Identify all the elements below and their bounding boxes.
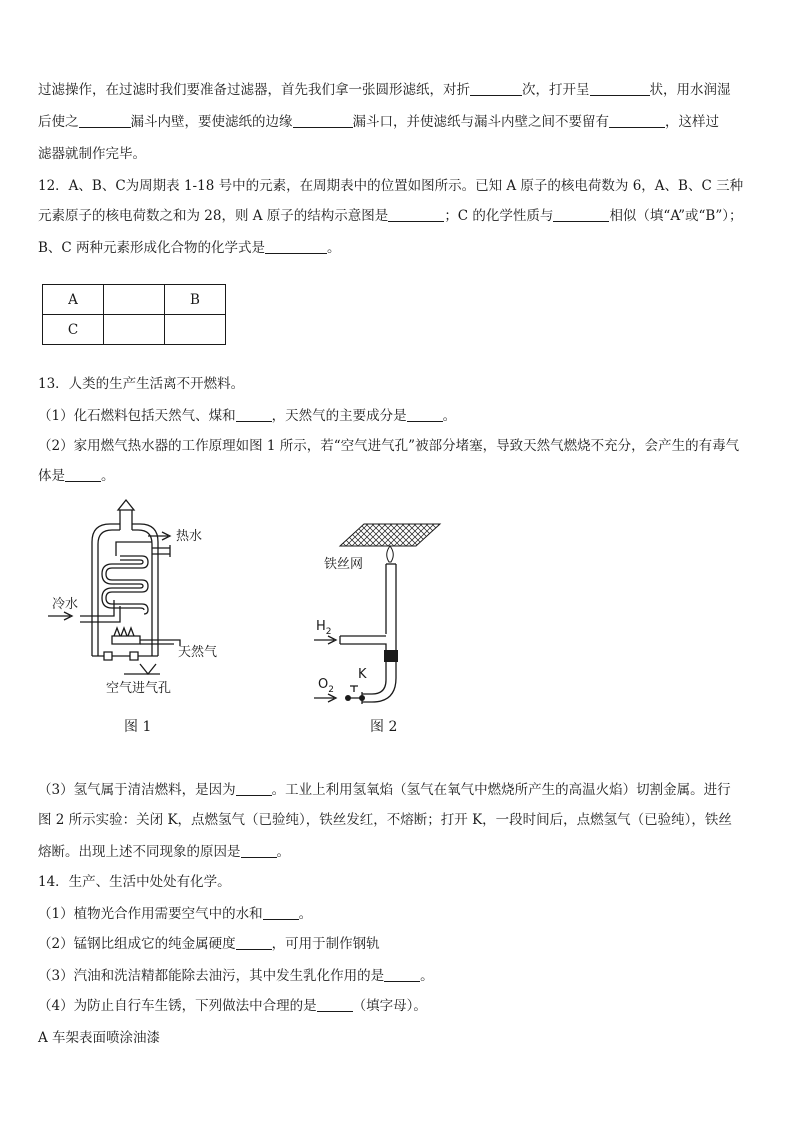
rubber-connector — [384, 650, 398, 662]
answer-blank[interactable] — [241, 843, 277, 858]
q12-line-3: B、C 两种元素形成化合物的化学式是 。 — [38, 240, 341, 256]
figure-1-caption: 图 1 — [124, 719, 152, 735]
answer-blank[interactable] — [263, 905, 299, 920]
answer-blank[interactable] — [65, 467, 101, 482]
answer-blank[interactable] — [407, 407, 443, 422]
label-o2: $O_2$ — [318, 677, 334, 695]
table-cell: C — [43, 315, 104, 345]
label-wire-mesh: 铁丝网 — [324, 557, 364, 572]
q14-option-a: A 车架表面喷涂油漆 — [38, 1030, 161, 1046]
answer-blank[interactable] — [609, 113, 665, 128]
answer-blank[interactable] — [317, 997, 353, 1012]
label-h2: $H_2$ — [316, 619, 332, 637]
q13-part-3-line-1: （3）氢气属于清洁燃料，是因为 。工业上利用氢氧焰（氢气在氧气中燃烧所产生的高温火焰）切割金属。进行 — [38, 782, 731, 798]
q12-line-1: 12．A、B、C为周期表 1-18 号中的元素，在周期表中的位置如图所示。已知 A 原子的核电荷数为 6，A、B、C 三种 — [38, 178, 744, 194]
answer-blank[interactable] — [236, 935, 272, 950]
q14-part-2: （2）锰钢比组成它的纯金属硬度 ，可用于制作钢轨 — [38, 936, 380, 952]
answer-blank[interactable] — [79, 113, 131, 128]
table-cell — [104, 315, 165, 345]
answer-blank[interactable] — [236, 407, 272, 422]
q14-part-3: （3）汽油和洗洁精都能除去油污，其中发生乳化作用的是 。 — [38, 968, 434, 984]
label-natural-gas: 天然气 — [178, 645, 218, 660]
answer-blank[interactable] — [265, 239, 327, 254]
q11-line-3: 滤器就制作完毕。 — [38, 146, 146, 162]
answer-blank[interactable] — [236, 781, 272, 796]
figure-2-caption: 图 2 — [370, 719, 398, 735]
label-valve-k: K — [358, 667, 367, 682]
q13-title: 13．人类的生产生活离不开燃料。 — [38, 376, 245, 392]
answer-blank[interactable] — [553, 207, 609, 222]
q14-part-4: （4）为防止自行车生锈，下列做法中合理的是 （填字母）。 — [38, 998, 427, 1014]
answer-blank[interactable] — [590, 81, 650, 96]
answer-blank[interactable] — [293, 113, 353, 128]
figure-1-water-heater — [40, 496, 240, 701]
flame-icon — [387, 546, 394, 562]
table-cell: B — [165, 285, 226, 315]
q13-part-3-line-3: 熔断。出现上述不同现象的原因是 。 — [38, 844, 290, 860]
q13-part-1: （1）化石燃料包括天然气、煤和 ，天然气的主要成分是 。 — [38, 408, 457, 424]
table-cell — [165, 315, 226, 345]
label-air-inlet: 空气进气孔 — [106, 681, 172, 696]
q13-part-2-line-1: （2）家用燃气热水器的工作原理如图 1 所示，若“空气进气孔”被部分堵塞，导致天然气燃烧不充分，会产生的有毒气 — [38, 438, 740, 454]
figure-2-oxyhydrogen-setup — [310, 516, 460, 706]
q14-title: 14．生产、生活中处处有化学。 — [38, 874, 231, 890]
label-hot-water: 热水 — [176, 529, 203, 544]
table-cell — [104, 285, 165, 315]
q11-line-1: 过滤操作，在过滤时我们要准备过滤器，首先我们拿一张圆形滤纸，对折 次，打开呈 状，用水润湿 — [38, 82, 731, 98]
q13-part-2-line-2: 体是 。 — [38, 468, 115, 484]
table-cell: A — [43, 285, 104, 315]
q13-part-3-line-2: 图 2 所示实验：关闭 K，点燃氢气（已验纯），铁丝发红，不熔断；打开 K，一段时间后，点燃氢气（已验纯），铁丝 — [38, 812, 732, 828]
q12-line-2: 元素原子的核电荷数之和为 28，则 A 原子的结构示意图是 ；C 的化学性质与 相似（填“A”或“B”）； — [38, 208, 743, 224]
answer-blank[interactable] — [388, 207, 444, 222]
answer-blank[interactable] — [470, 81, 522, 96]
q11-line-2: 后使之 漏斗内壁，要使滤纸的边缘 漏斗口，并使滤纸与漏斗内壁之间不要留有 ，这样过 — [38, 114, 719, 130]
label-cold-water: 冷水 — [52, 597, 79, 612]
wire-mesh — [340, 524, 440, 546]
periodic-table-grid — [42, 284, 226, 345]
answer-blank[interactable] — [384, 967, 420, 982]
q14-part-1: （1）植物光合作用需要空气中的水和 。 — [38, 906, 313, 922]
